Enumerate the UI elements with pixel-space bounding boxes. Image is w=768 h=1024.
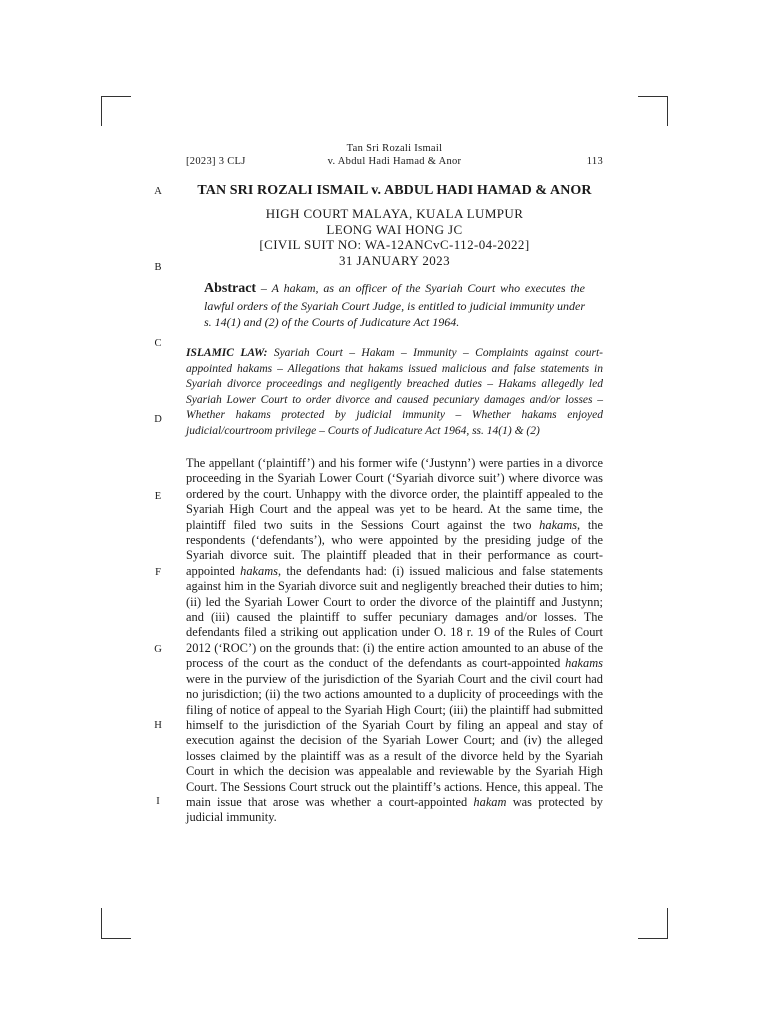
margin-letter-h: H [154,720,162,731]
margin-letter-e: E [154,491,162,502]
margin-letter-i: I [156,796,160,807]
catchwords [186,346,603,439]
court-name: HIGH COURT MALAYA, KUALA LUMPUR [265,206,524,221]
margin-letter-a: A [154,186,162,197]
abstract-text: A hakam, as an officer of the Syariah Court who executes the lawful orders of the Syariah Court Judge, is entitled to judicial immunity under s. 14(1) and (2) of the Courts of Judicature Act 1964. [204,281,585,329]
catchwords-text: Syariah Court – Hakam – Immunity – Complaints against court-appointed hakams – Allegations that hakams issued malicious and false statements in Syariah divorce proceedings and negligently breached duties – Hakams allegedly led Syariah Lower Court to order divorce and caused pecuniary damages and/or losses – Whether hakams protected by judicial immunity – Whether hakams enjoyed judicial/courtroom privilege – Courts of Judicature Act 1964, ss. 14(1) & (2) [186,347,603,437]
margin-letter-c: C [154,338,162,349]
crop-mark-top-left-v [101,96,102,126]
margin-letter-d: D [154,414,162,425]
margin-letter-f: F [155,567,161,578]
running-head [186,142,603,170]
running-head-citation: [2023] 3 CLJ [186,156,246,167]
facts-text-1: The appellant (‘plaintiff’) and his former wife (‘Justynn’) were parties in a divorce proceeding in the Syariah Lower Court (‘Syariah divorce suit’) where divorce was ordered by the court. Unhappy with the divorce order, the plaintiff appealed to the Syariah High Court and the appeal was yet to be heard. At the same time, the plaintiff filed two suits in the Sessions Court against the two [186,456,603,532]
judge-name: LEONG WAI HONG JC [326,221,463,237]
crop-mark-bottom-right-v [667,908,668,938]
crop-mark-bottom-left-h [101,938,131,939]
running-head-case-line1: Tan Sri Rozali Ismail [346,143,443,154]
facts-italic-1: hakams [539,517,578,532]
running-head-case-line2: v. Abdul Hadi Hamad & Anor [327,156,462,167]
running-head-center [186,142,603,168]
facts-text-2: , the respondents (‘defendants’), who were appointed by the presiding judge of the Syariah divorce suit. The plaintiff pleaded that in their performance as court-appointed [186,517,603,578]
page-number: 113 [586,156,603,167]
abstract-dash: – [256,281,272,295]
crop-mark-top-right-v [667,96,668,126]
margin-letter-b: B [154,262,162,273]
facts-text-3: , the defendants had: (i) issued malicious and false statements against him in the Syariah divorce suit and negligently breached their duties to him; (ii) led the Syariah Lower Court to order the divorce of the plaintiff and Justynn; and (iii) caused the plaintiff to suffer pecuniary damages and/or losses. The defendants filed a striking out application under O. 18 r. 19 of the Rules of Court 2012 (‘ROC’) on the grounds that: (i) the entire action amounted to an abuse of the process of the court as the conduct of the defendants as court-appointed [186,563,603,671]
crop-mark-bottom-right-h [638,938,668,939]
abstract [204,280,585,331]
case-title: TAN SRI ROZALI ISMAIL v. ABDUL HADI HAMAD & ANOR [197,183,592,198]
crop-mark-top-right-h [638,96,668,97]
crop-mark-bottom-left-v [101,908,102,938]
abstract-heading: Abstract [204,281,257,296]
suit-number: [CIVIL SUIT NO: WA-12ANCvC-112-04-2022] [259,237,530,252]
crop-mark-top-left-h [101,96,131,97]
facts-text-4: were in the purview of the jurisdiction of the Syariah Court and the civil court had no jurisdiction; (ii) the two actions amounted to a duplicity of proceedings with the filing of notice of appeal to the Syariah High Court; (iii) the plaintiff had submitted himself to the jurisdiction of the Syariah Court by filing an appeal and stay of execution against the decision of the Syariah Lower Court; and (iv) the alleged losses claimed by the plaintiff was as a result of the divorce held by the Syariah Court in which the decision was appealable and reviewable by the Syariah High Court. The Sessions Court struck out the plaintiff’s actions. Hence, this appeal. The main issue that arose was whether a court-appointed [186,671,603,809]
judgment-date: 31 JANUARY 2023 [339,252,450,268]
facts-italic-4: hakam [473,794,507,809]
catchwords-heading: ISLAMIC LAW: [186,347,268,359]
facts-paragraph [186,456,603,826]
margin-letter-g: G [154,644,162,655]
facts-text-5: was protected by judicial immunity. [186,794,603,825]
court-block [186,206,603,268]
facts-italic-3: hakams [565,656,603,671]
facts-italic-2: hakams [240,563,278,578]
